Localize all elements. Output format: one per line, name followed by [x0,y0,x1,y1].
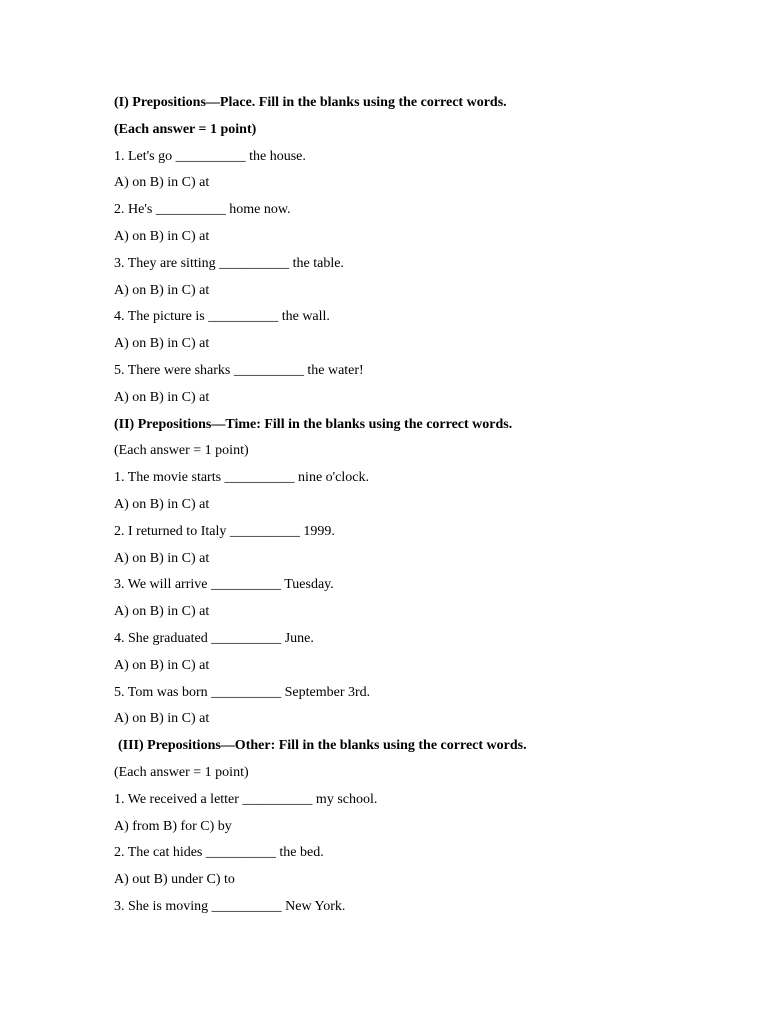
section-2-title: (II) Prepositions—Time: Fill in the blanks using the correct words. [114,416,513,432]
question-2-5: 5. Tom was born __________ September 3rd. [114,684,371,700]
section-3-title: (III) Prepositions—Other: Fill in the blanks using the correct words. [118,738,527,754]
question-1-2: 2. He's __________ home now. [114,202,291,218]
question-3-3: 3. She is moving __________ New York. [114,898,346,914]
options-1-1: A) on B) in C) at [114,175,210,191]
options-2-3: A) on B) in C) at [114,604,210,620]
options-2-4: A) on B) in C) at [114,657,210,673]
section-3-points: (Each answer = 1 point) [114,764,249,780]
question-2-1: 1. The movie starts __________ nine o'clock. [114,470,370,486]
question-1-1: 1. Let's go __________ the house. [114,148,306,164]
section-1-points: (Each answer = 1 point) [114,121,257,137]
question-1-4: 4. The picture is __________ the wall. [114,309,330,325]
question-2-4: 4. She graduated __________ June. [114,630,314,646]
section-1-title: (I) Prepositions—Place. Fill in the blanks using the correct words. [114,95,507,110]
options-1-3: A) on B) in C) at [114,282,210,298]
question-2-3: 3. We will arrive __________ Tuesday. [114,577,334,593]
options-3-1: A) from B) for C) by [114,818,232,834]
options-2-5: A) on B) in C) at [114,711,210,727]
question-3-2: 2. The cat hides __________ the bed. [114,845,324,861]
question-2-2: 2. I returned to Italy __________ 1999. [114,523,335,539]
section-2-points: (Each answer = 1 point) [114,443,249,459]
options-1-5: A) on B) in C) at [114,389,210,405]
options-1-4: A) on B) in C) at [114,336,210,352]
question-1-3: 3. They are sitting __________ the table. [114,255,344,271]
options-2-2: A) on B) in C) at [114,550,210,566]
options-3-2: A) out B) under C) to [114,872,235,888]
options-2-1: A) on B) in C) at [114,496,210,512]
options-1-2: A) on B) in C) at [114,228,210,244]
worksheet [114,90,734,921]
question-1-5: 5. There were sharks __________ the water! [114,362,364,378]
question-3-1: 1. We received a letter __________ my school. [114,791,378,807]
